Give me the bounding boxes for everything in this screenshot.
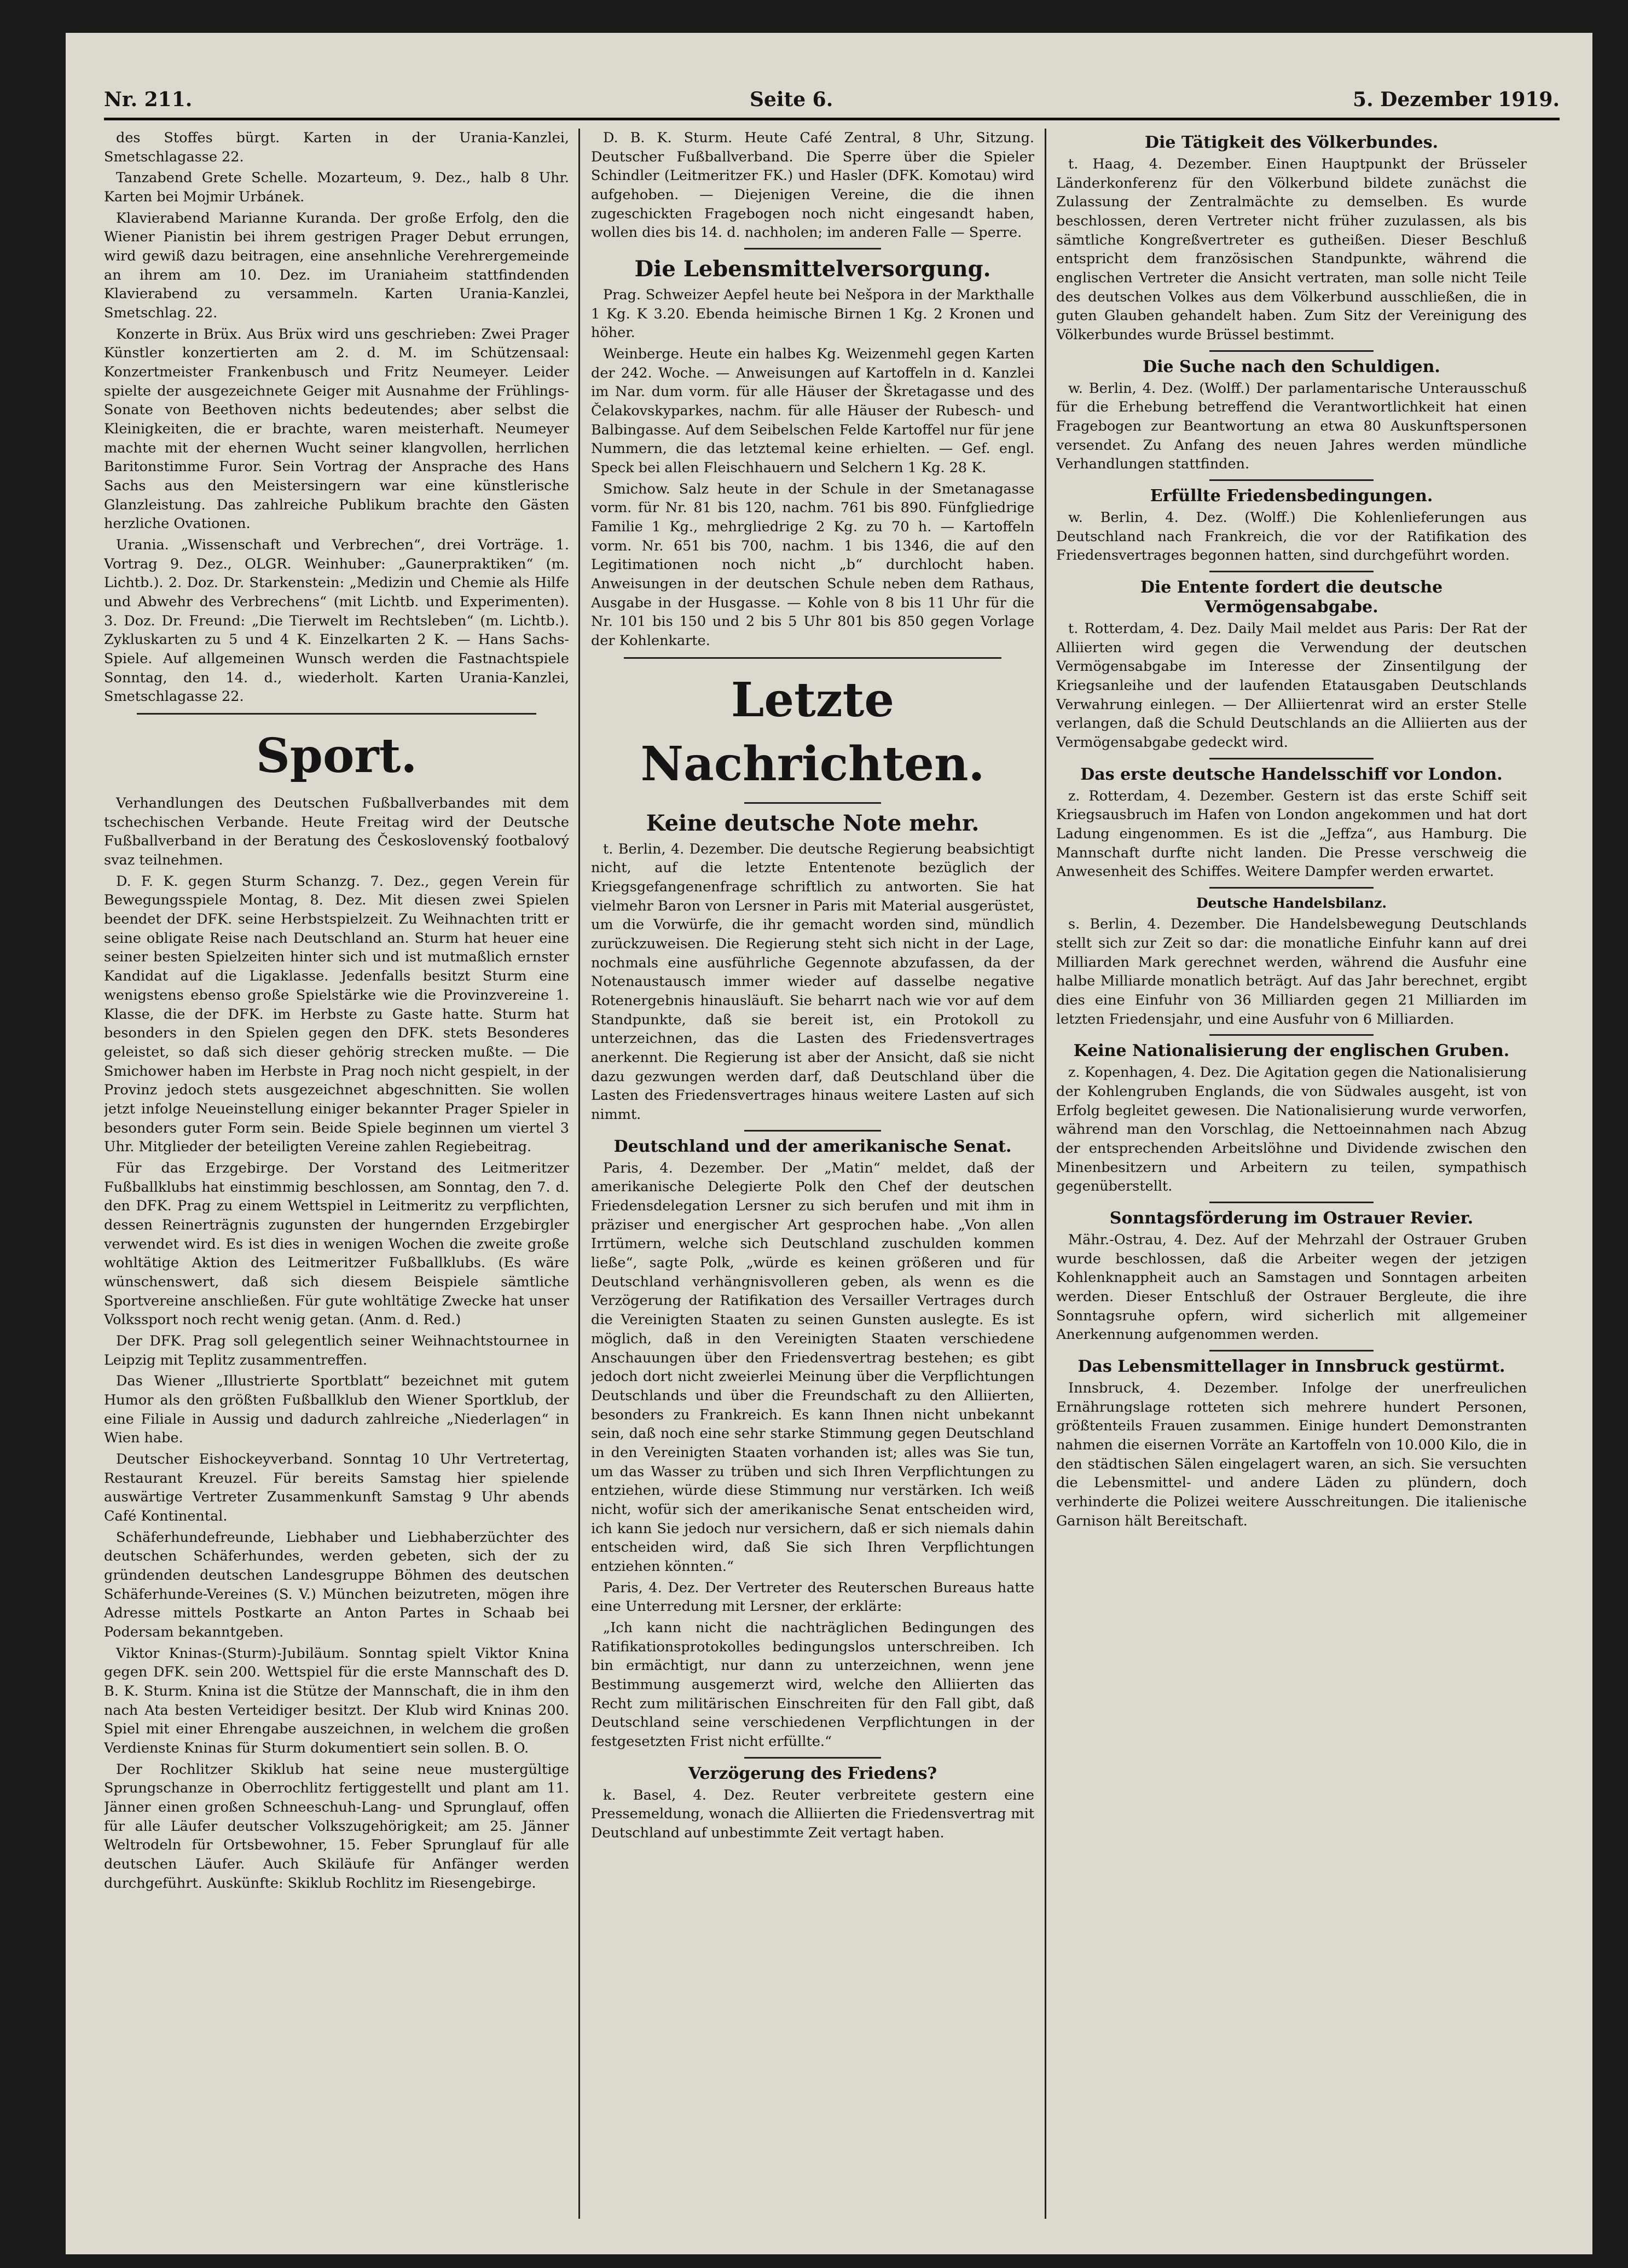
article-paragraph: Innsbruck, 4. Dezember. Infolge der unerfreulichen Ernährungslage rotteten sich mehrere hundert Personen, größtenteils Frauen zusammen. Einige hundert Demonstranten nahmen die eisernen Vorräte an Kartoffeln von 10.000 Kilo, die in den städtischen Sälen eingelagert waren, an sich. Sie versuchten die Lebensmittel- und andere Läden zu plündern, doch verhinderte die Polizei weitere Ausschreitungen. Die italienische Garnison hält Bereitschaft. — [1056, 1379, 1527, 1529]
article-paragraph: z. Kopenhagen, 4. Dez. Die Agitation gegen die Nationalisierung der Kohlengruben Englands, die von Südwales ausgeht, ist von Erfolg begleitet gewesen. Die Nationalisierung wurde verworfen, während man den Vorschlag, die Nettoeinnahmen nach Abzug der entsprechenden Arbeitslöhne und Dividende zwischen den Minenbesitzern und Arbeitern zu teilen, sympathisch gegenüberstellt. — [1056, 1064, 1527, 1195]
section-headline: Sport. — [256, 728, 418, 784]
page-header — [104, 85, 1560, 120]
section-divider — [1209, 887, 1374, 889]
section-divider — [137, 713, 536, 715]
issue-number: Nr. 211. — [104, 88, 193, 111]
section-divider — [744, 802, 881, 804]
page-number: Seite 6. — [750, 88, 833, 111]
article-paragraph: Der DFK. Prag soll gelegentlich seiner Weihnachtstournee in Leipzig mit Teplitz zusammentreffen. — [104, 1332, 569, 1368]
column-2 — [591, 129, 1034, 2224]
section-divider — [1209, 571, 1374, 572]
section-divider — [744, 1757, 881, 1759]
section-headline: Die Entente fordert die deutsche Vermögensabgabe. — [1140, 578, 1443, 617]
article-paragraph: Tanzabend Grete Schelle. Mozarteum, 9. Dez., halb 8 Uhr. Karten bei Mojmir Urbánek. — [104, 170, 569, 206]
article-paragraph: Prag. Schweizer Aepfel heute bei Nešpora in der Markthalle 1 Kg. K 3.20. Ebenda heimische Birnen 1 Kg. 2 Kronen und höher. — [591, 287, 1034, 341]
section-headline: Keine deutsche Note mehr. — [646, 810, 980, 836]
section-divider — [1209, 350, 1374, 352]
section-headline: Keine Nationalisierung der englischen Gruben. — [1073, 1041, 1510, 1061]
article-paragraph: des Stoffes bürgt. Karten in der Urania-Kanzlei, Smetschlagasse 22. — [104, 130, 569, 165]
article-paragraph: Der Rochlitzer Skiklub hat seine neue mustergültige Sprungschanze in Oberrochlitz fertiggestellt und plant am 11. Jänner einen großen Schneeschuh-Lang- und Sprunglauf, offen für alle Läufer deutscher Volkszugehörigkeit; am 25. Jänner Weltrodeln für Ortsbewohner, 15. Feber Sprunglauf für alle deutschen Läufer. Auch Skiläufe für Anfänger werden durchgeführt. Auskünfte: Skiklub Rochlitz im Riesengebirge. — [104, 1761, 569, 1892]
issue-date: 5. Dezember 1919. — [1353, 88, 1560, 111]
section-headline: Die Lebensmittelversorgung. — [634, 256, 991, 282]
article-paragraph: t. Berlin, 4. Dezember. Die deutsche Regierung beabsichtigt nicht, auf die letzte Ententenote bezüglich der Kriegsgefangenenfrage schriftlich zu antworten. Sie hat vielmehr Baron von Lersner in Paris mit Material ausgerüstet, um die Vorwürfe, die ihr gemacht worden sind, mündlich zurückzuweisen. Die Regierung steht sich nicht in der Lage, nochmals eine ausführliche Gegennote abzufassen, da der Notenaustausch immer wieder auf dasselbe negative Rotenergebnis hinausläuft. Sie beharrt nach wie vor auf dem Standpunkte, daß sie bereit ist, ein Protokoll zu unterzeichnen, das die Lasten des Friedensvertrages anerkennt. Die Regierung ist aber der Ansicht, daß sie nicht dazu gezwungen werden darf, daß Deutschland über die Lasten des Friedensvertrages hinaus weitere Lasten auf sich nimmt. — [591, 840, 1034, 1123]
section-headline: Das Lebensmittellager in Innsbruck gestürmt. — [1077, 1356, 1505, 1376]
article-paragraph: k. Basel, 4. Dez. Reuter verbreitete gestern eine Pressemeldung, wonach die Alliierten die Friedensvertrag mit Deutschland auf unbestimmte Zeit vertagt haben. — [591, 1786, 1034, 1841]
section-headline: Das erste deutsche Handelsschiff vor London. — [1080, 764, 1503, 784]
article-paragraph: Paris, 4. Dez. Der Vertreter des Reuterschen Bureaus hatte eine Unterredung mit Lersner, der erklärte: — [591, 1579, 1034, 1615]
section-headline: Verzögerung des Friedens? — [688, 1764, 937, 1783]
section-divider — [744, 1130, 881, 1132]
article-paragraph: Mähr.-Ostrau, 4. Dez. Auf der Mehrzahl der Ostrauer Gruben wurde beschlossen, daß die Arbeiter wegen der jetzigen Kohlenknappheit auch an Samstagen und Sonntagen arbeiten werden. Dieser Entschluß der Ostrauer Bergleute, die ihre Sonntagsruhe opfern, wird sicherlich mit allgemeiner Anerkennung aufgenommen werden. — [1056, 1231, 1527, 1343]
article-paragraph: Schäferhundefreunde, Liebhaber und Liebhaberzüchter des deutschen Schäferhundes, werden gebeten, sich der zu gründenden deutschen Landesgruppe Böhmen des deutschen Schäferhunde-Vereines (S. V.) München beizutreten, mögen ihre Adresse mittels Postkarte an Anton Partes in Schaab bei Podersam bekanntgeben. — [104, 1529, 569, 1640]
section-divider — [1209, 1202, 1374, 1203]
article-paragraph: w. Berlin, 4. Dez. (Wolff.) Der parlamentarische Unterausschuß für die Erhebung betreffend die Verantwortlichkeit hat einen Fragebogen zur Beantwortung an etwa 80 Auskunftspersonen versendet. Zu Anfang des neuen Jahres werden mündliche Verhandlungen stattfinden. — [1056, 380, 1527, 473]
newspaper-page — [66, 33, 1592, 2254]
column-rule — [578, 129, 580, 2219]
section-headline: Letzte Nachrichten. — [640, 672, 985, 792]
section-divider — [624, 657, 1001, 659]
article-paragraph: Verhandlungen des Deutschen Fußballverbandes mit dem tschechischen Verbande. Heute Freitag wird der Deutsche Fußballverband in der Beratung des Československý footbalový svaz teilnehmen. — [104, 795, 569, 869]
section-headline: Erfüllte Friedensbedingungen. — [1150, 486, 1433, 506]
article-paragraph: „Ich kann nicht die nachträglichen Bedingungen des Ratifikationsprotokolles bedingungslos unterschreiben. Ich bin ermächtigt, nur dann zu unterzeichnen, wenn jene Bestimmung ausgemerzt wird, welche den Alliierten das Recht zum militärischen Einschreiten für den Fall gibt, daß Deutschland seine verschiedenen Verpflichtungen in der festgesetzten Frist nicht erfüllte.“ — [591, 1619, 1034, 1750]
article-paragraph: Für das Erzgebirge. Der Vorstand des Leitmeritzer Fußballklubs hat einstimmig beschlossen, am Sonntag, den 7. d. den DFK. Prag zu einem Wettspiel in Leitmeritz zu verpflichten, dessen Reinerträgnis zugunsten der hungernden Erzgebirgler verwendet wird. Es ist dies in wenigen Wochen die zweite große wohltätige Aktion des Leitmeritzer Fußballklubs. (Es wäre wünschenswert, daß sich diesem Beispiele sämtliche Sportvereine anschließen. Für gute wohltätige Zwecke hat unser Volkssport noch recht wenig getan. (Anm. d. Red.) — [104, 1159, 569, 1329]
section-headline: Deutsche Handelsbilanz. — [1196, 895, 1387, 912]
section-headline: Deutschland und der amerikanische Senat. — [613, 1136, 1012, 1156]
column-1 — [104, 129, 569, 2224]
article-paragraph: D. F. K. gegen Sturm Schanzg. 7. Dez., gegen Verein für Bewegungsspiele Montag, 8. Dez. Mit diesen zwei Spielen beendet der DFK. seine Herbstspielzeit. Zu Weihnachten tritt er seine obligate Reise nach Deutschland an. Sturm hat heuer eine seiner besten Spielzeiten hinter sich und ist mutmaßlich ernster Kandidat auf die Ligaklasse. Jedenfalls besitzt Sturm eine wenigstens ebenso große Spielstärke wie die Provinzvereine 1. Klasse, die der DFK. im Herbste zu Gaste hatte. Sturm hat besonders in den Spielen gegen den DFK. stets Besonderes geleistet, so daß sich dieser gehörig strecken mußte. — Die Smichower haben im Herbste in Prag noch nicht gespielt, in der Provinz jedoch stets ausgezeichnet abgeschnitten. Sie wollen jetzt infolge Neueinstellung einiger bekannter Prager Spieler in besonders guter Form sein. Beide Spiele beginnen um viertel 3 Uhr. Mitglieder der beteiligten Vereine zahlen Regiebeitrag. — [104, 873, 569, 1156]
section-divider — [1209, 1034, 1374, 1036]
article-paragraph: Das Wiener „Illustrierte Sportblatt“ bezeichnet mit gutem Humor als den größten Fußballklub den Wiener Sportklub, der eine Filiale in Aussig und dadurch zahlreiche „Niederlagen“ in Wien habe. — [104, 1373, 569, 1447]
article-paragraph: Konzerte in Brüx. Aus Brüx wird uns geschrieben: Zwei Prager Künstler konzertierten am 2. d. M. im Schützensaal: Konzertmeister Frankenbusch und Fritz Neumeyer. Leider spielte der ausgezeichnete Geiger mit Ausnahme der Frühlings-Sonate von Beethoven nichts bedeutendes; aber selbst die Kleinigkeiten, die er brachte, waren meisterhaft. Neumeyer machte mit der ehernen Wucht seiner klangvollen, herrlichen Baritonstimme Furor. Sein Vortrag der Ansprache des Hans Sachs aus den Meistersingern war eine künstlerische Glanzleistung. Das zahlreiche Publikum brachte den Gästen herzliche Ovationen. — [104, 326, 569, 532]
section-divider — [1209, 758, 1374, 759]
article-paragraph: Smichow. Salz heute in der Schule in der Smetanagasse vorm. für Nr. 81 bis 120, nachm. 761 bis 890. Fünfgliedrige Familie 1 Kg., mehrgliedrige 2 Kg. zu 70 h. — Kartoffeln vorm. Nr. 651 bis 700, nachm. 1 bis 1346, die auf den Legitimationen noch nicht „b“ durchlocht haben. Anweisungen in der deutschen Schule neben dem Rathaus, Ausgabe in der Husgasse. — Kohle von 8 bis 11 Uhr für die Nr. 101 bis 150 und 2 bis 5 Uhr 801 bis 850 gegen Vorlage der Kohlenkarte. — [591, 480, 1034, 649]
article-paragraph: s. Berlin, 4. Dezember. Die Handelsbewegung Deutschlands stellt sich zur Zeit so dar: die monatliche Einfuhr kann auf drei Milliarden Mark gerechnet werden, während die Ausfuhr eine halbe Milliarde monatlich beträgt. Auf das Jahr berechnet, ergibt dies eine Einfuhr von 36 Milliarden gegen 21 Milliarden im letzten Friedensjahr, und eine Ausfuhr von 6 Milliarden. — [1056, 916, 1527, 1028]
section-headline: Die Tätigkeit des Völkerbundes. — [1144, 133, 1439, 152]
section-divider — [1209, 1350, 1374, 1351]
article-paragraph: Viktor Kninas-(Sturm)-Jubiläum. Sonntag spielt Viktor Knina gegen DFK. sein 200. Wettspiel für die erste Mannschaft des D. B. K. Sturm. Knina ist die Stütze der Mannschaft, die in ihm den nach Ata besten Verteidiger besitzt. Der Klub wird Kninas 200. Spiel mit einer Ehrengabe auszeichnen, in welchem die großen Verdienste Kninas für Sturm dokumentiert sein sollen. B. O. — [104, 1645, 569, 1757]
article-paragraph: Weinberge. Heute ein halbes Kg. Weizenmehl gegen Karten der 242. Woche. — Anweisungen auf Kartoffeln in d. Kanzlei im Nar. dum vorm. für alle Häuser der Škretagasse und des Čelakovskyparkes, nachm. für alle Häuser der Rubesch- und Balbingasse. Auf dem Seibelschen Felde Kartoffel nur für jene Nummern, die das letztemal keine erhielten. — Gef. engl. Speck bei allen Fleischhauern und Selchern 1 Kg. 28 K. — [591, 346, 1034, 477]
article-paragraph: Urania. „Wissenschaft und Verbrechen“, drei Vorträge. 1. Vortrag 9. Dez., OLGR. Weinhuber: „Gaunerpraktiken“ (m. Lichtb.). 2. Doz. Dr. Starkenstein: „Medizin und Chemie als Hilfe und Abwehr des Verbrechens“ (mit Lichtb. und Experimenten). 3. Doz. Dr. Freund: „Die Tierwelt im Rechtsleben“ (m. Lichtb.). Zykluskarten zu 5 und 4 K. Einzelkarten 2 K. — Hans Sachs-Spiele. Auf allgemeinen Wunsch werden die Fastnachtspiele Sonntag, den 14. d., wiederholt. Karten Urania-Kanzlei, Smetschlagasse 22. — [104, 537, 569, 705]
article-paragraph: t. Haag, 4. Dezember. Einen Hauptpunkt der Brüsseler Länderkonferenz für den Völkerbund bildete zunächst die Zulassung der Zentralmächte zu demselben. Es wurde beschlossen, deren Vertreter nicht früher zuzulassen, als bis sämtliche Kongreßvertreter es gutheißen. Dieser Beschluß entspricht dem französischen Standpunkte, während die englischen Vertreter die Ansicht vertraten, man solle nicht Teile des deutschen Volkes aus dem Völkerbund ausschließen, die in guten Glauben gehandelt haben. Zum Sitz der Vereinigung des Völkerbundes wurde Brüssel bestimmt. — [1056, 156, 1527, 344]
section-divider — [1209, 479, 1374, 481]
section-headline: Sonntagsförderung im Ostrauer Revier. — [1109, 1208, 1474, 1228]
article-paragraph: Deutscher Eishockeyverband. Sonntag 10 Uhr Vertretertag, Restaurant Kreuzel. Für bereits Samstag hier spielende auswärtige Vertreter Zusammenkunft Samstag 9 Uhr abends Café Kontinental. — [104, 1451, 569, 1524]
article-paragraph: z. Rotterdam, 4. Dezember. Gestern ist das erste Schiff seit Kriegsausbruch im Hafen von London angekommen und hat dort Ladung eingenommen. Es ist die „Jeffza“, aus Hamburg. Die Mannschaft durfte nicht landen. Die Presse verschweig die Anwesenheit des Schiffes. Weitere Dampfer werden erwartet. — [1056, 787, 1527, 880]
article-paragraph: Klavierabend Marianne Kuranda. Der große Erfolg, den die Wiener Pianistin bei ihrem gestrigen Prager Debut errungen, wird gewiß dazu beitragen, eine ansehnliche Verehrergemeinde an ihrem am 10. Dez. im Uraniaheim stattfindenden Klavierabend zu versammeln. Karten Urania-Kanzlei, Smetschlag. 22. — [104, 210, 569, 322]
column-3 — [1056, 129, 1527, 2224]
article-paragraph: Paris, 4. Dezember. Der „Matin“ meldet, daß der amerikanische Delegierte Polk den Chef der deutschen Friedensdelegation Lersner zu sich berufen und mit ihm in präziser und energischer Art gesprochen habe. „Von allen Irrtümern, welche sich Deutschland zuschulden kommen ließe“, sagte Polk, „würde es keinen größeren und für Deutschland verhängnisvolleren geben, als wenn es die Verzögerung der Ratifikation des Versailler Vertrages durch die Vereinigten Staaten zu seinen Gunsten auslegte. Es ist möglich, daß in den Vereinigten Staaten verschiedene Anschauungen über den Friedensvertrag bestehen; es gibt jedoch dort nicht zweierlei Meinung über die Verpflichtungen Deutschlands und über die Freundschaft zu den Alliierten, besonders zu Frankreich. Es kann Ihnen nicht unbekannt sein, daß noch eine sehr starke Stimmung gegen Deutschland in den Vereinigten Staaten vorhanden ist; alles was Sie tun, um das Wasser zu trüben und sich Ihren Verpflichtungen zu entziehen, würde diese Stimmung nur verstärken. Ich weiß nicht, wofür sich der amerikanische Senat entscheiden wird, ich kann Sie jedoch nur versichern, daß er sich niemals dahin entscheiden wird, daß Sie sich Ihren Verpflichtungen entziehen könnten.“ — [591, 1159, 1034, 1575]
article-paragraph: w. Berlin, 4. Dez. (Wolff.) Die Kohlenlieferungen aus Deutschland nach Frankreich, die vor der Ratifikation des Friedensvertrages begonnen hatten, sind durchgeführt worden. — [1056, 509, 1527, 564]
article-paragraph: t. Rotterdam, 4. Dez. Daily Mail meldet aus Paris: Der Rat der Alliierten wird gegen die Verwendung der deutschen Vermögensabgabe im Interesse der Zinsentilgung der Kriegsanleihe und der laufenden Etatausgaben Deutschlands Verwahrung einlegen. — Der Alliiertenrat wird an erster Stelle verlangen, daß die Schuld Deutschlands an die Alliierten aus der Vermögensabgabe gedeckt wird. — [1056, 620, 1527, 751]
article-paragraph: D. B. K. Sturm. Heute Café Zentral, 8 Uhr, Sitzung. Deutscher Fußballverband. Die Sperre über die Spieler Schindler (Leitmeritzer FK.) und Hasler (DFK. Komotau) wird aufgehoben. — Diejenigen Vereine, die die ihnen zugeschickten Fragebogen noch nicht eingesandt haben, wollen dies bis 14. d. nachholen; im anderen Falle — Sperre. — [591, 130, 1034, 241]
section-divider — [744, 248, 881, 250]
section-headline: Die Suche nach den Schuldigen. — [1143, 357, 1440, 376]
column-rule — [1045, 129, 1046, 2219]
